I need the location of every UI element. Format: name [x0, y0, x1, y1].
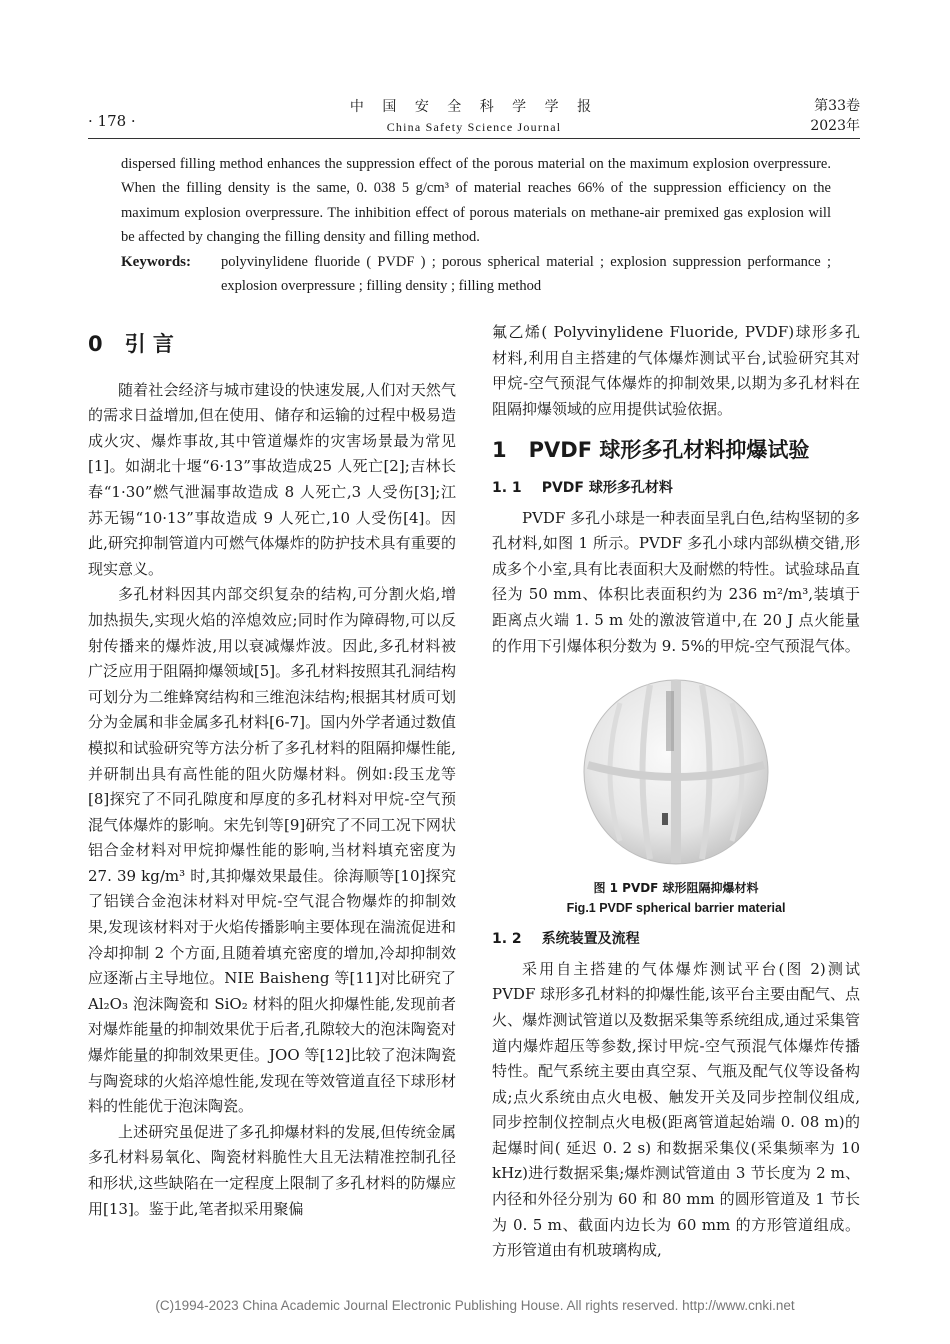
journal-name-cn: 中 国 安 全 科 学 学 报 — [349, 99, 599, 115]
header-rule — [88, 138, 860, 139]
section-heading — [88, 332, 456, 358]
subsection-heading — [492, 927, 860, 953]
journal-name — [88, 96, 860, 135]
volume-year — [810, 96, 860, 136]
subsection-title: PVDF 球形多孔材料 — [541, 479, 673, 496]
subsection-number: 1. 2 — [492, 931, 522, 948]
section-title: PVDF 球形多孔材料抑爆试验 — [528, 438, 810, 463]
section-title: 引 言 — [124, 332, 174, 356]
journal-name-en: China Safety Science Journal — [386, 120, 562, 134]
year: 2023年 — [810, 118, 860, 134]
paragraph: 随着社会经济与城市建设的快速发展,人们对天然气的需求日益增加,但在使用、储存和运输的过程中极易造成火灾、爆炸事故,其中管道爆炸的灾害场景最为常见[1]。如湖北十堰“6·13”事故造成25 人死亡[2];吉林长春“1·30”燃气泄漏事故造成 8 人死亡,3 人受伤[3];江苏无锡“10·13”事故造成 9 人死亡,10 人受伤[4]。因此,研究抑制管道内可燃气体爆炸的防护技术具有重要的现实意义。 — [88, 380, 456, 578]
page-number: · 178 · — [88, 112, 136, 130]
section-number: 0 — [88, 332, 103, 356]
paragraph: PVDF 多孔小球是一种表面呈乳白色,结构坚韧的多孔材料,如图 1 所示。PVDF 多孔小球内部纵横交错,形成多个小室,具有比表面积大及耐燃的特性。试验球品直径为 50 mm、体积比表面积约为 236 m²/m³,装填于距离点火端 1. 5 m 处的激波管道中,在 20 J 点火能量的作用下引爆体积分数为 9. 5%的甲烷-空气预混气体。 — [492, 508, 860, 655]
figure-1 — [492, 673, 860, 873]
keywords-list: polyvinylidene fluoride ( PVDF ) ; porous spherical material ; explosion suppression performance ; explosion overpressure ; filling density ; filling method — [221, 253, 831, 295]
section-number: 1 — [492, 438, 507, 463]
section-heading — [492, 438, 860, 464]
right-column — [492, 320, 860, 1264]
paragraph: 多孔材料因其内部交织复杂的结构,可分割火焰,增加热损失,实现火焰的淬熄效应;同时作为障碍物,可以反射传播来的爆炸波,用以衰减爆炸波。因此,多孔材料被广泛应用于阻隔抑爆领域[5]。多孔材料按照其孔洞结构可划分为二维蜂窝结构和三维泡沫结构;根据其材质可划分为金属和非金属多孔材料[6-7]。国内外学者通过数值模拟和试验研究等方法分析了多孔材料的阻隔抑爆性能,并研制出具有高性能的阻火防爆材料。例如:段玉龙等[8]探究了不同孔隙度和厚度的多孔材料对甲烷-空气预混气体爆炸的影响。宋先钊等[9]研究了不同工况下网状铝合金材料对甲烷抑爆性能的影响,当材料填充密度为 27. 39 kg/m³ 时,其抑爆效果最佳。徐海顺等[10]探究了铝镁合金泡沫材料对甲烷-空气混合物爆炸的抑制效果,发现该材料对于火焰传播影响主要体现在湍流促进和冷却抑制 2 个方面,且随着填充密度的增加,冷却抑制效应逐渐占主导地位。NIE Baisheng 等[11]对比研究了 Al₂O₃ 泡沫陶瓷和 SiO₂ 材料的阻火抑爆性能,发现前者对爆炸能量的抑制效果优于后者,孔隙较大的泡沫陶瓷对爆炸能量的抑制效果更佳。JOO 等[12]比较了泡沫陶瓷与陶瓷球的火焰淬熄性能,发现在等效管道直径下球形材料的性能优于泡沫陶瓷。 — [88, 585, 456, 1116]
left-column — [88, 322, 456, 1222]
subsection-number: 1. 1 — [492, 479, 522, 496]
paragraph: 上述研究虽促进了多孔抑爆材料的发展,但传统金属多孔材料易氧化、陶瓷材料脆性大且无法精准控制孔径和形状,这些缺陷在一定程度上限制了多孔材料的防爆应用[13]。鉴于此,笔者拟采用聚偏 — [88, 1122, 456, 1218]
subsection-title: 系统装置及流程 — [541, 931, 640, 948]
abstract — [121, 152, 831, 298]
paragraph: 采用自主搭建的气体爆炸测试平台(图 2)测试 PVDF 球形多孔材料的抑爆性能,该平台主要由配气、点火、爆炸测试管道以及数据采集等系统组成,通过采集管道内爆炸超压等参数,探讨甲烷-空气预混气体爆炸传播特性。配气系统主要由真空泵、气瓶及配气仪等设备构成;点火系统由点火电极、触发开关及同步控制仪组成,同步控制仪控制点火电极(距离管道起始端 0. 08 m)的起爆时间( 延迟 0. 2 s) 和数据采集仪(采集频率为 10 kHz)进行数据采集;爆炸测试管道由 3 节长度为 2 m、内径和外径分别为 60 和 80 mm 的圆形管道及 1 节长为 0. 5 m、截面内边长为 60 mm 的方形管道组成。方形管道由有机玻璃构成, — [492, 959, 860, 1260]
copyright-footer: (C)1994-2023 China Academic Journal Electronic Publishing House. All rights reserved. http://www.cnki.net — [155, 1298, 795, 1313]
keywords-label: Keywords: — [121, 253, 191, 270]
subsection-heading — [492, 476, 860, 502]
pvdf-ball-image — [580, 673, 772, 871]
figure-caption-en: Fig.1 PVDF spherical barrier material — [566, 901, 786, 916]
figure-caption-cn: 图 1 PVDF 球形阻隔抑爆材料 — [593, 881, 759, 896]
paragraph: 氟乙烯( Polyvinylidene Fluoride, PVDF)球形多孔材料,利用自主搭建的气体爆炸测试平台,试验研究其对甲烷-空气预混气体爆炸的抑制效果,以期为多孔材料在阻隔抑爆领域的应用提供试验依据。 — [492, 323, 860, 418]
page-header — [88, 96, 860, 136]
volume: 第33卷 — [814, 98, 860, 114]
abstract-text: dispersed filling method enhances the suppression effect of the porous material on the maximum explosion overpressure. When the filling density is the same, 0. 038 5 g/cm³ of material reaches 66% of the suppression efficiency on the maximum explosion overpressure. The inhibition effect of porous materials on methane-air premixed gas explosion will be affected by changing the filling density and filling method. — [121, 156, 831, 246]
keywords — [121, 250, 831, 299]
